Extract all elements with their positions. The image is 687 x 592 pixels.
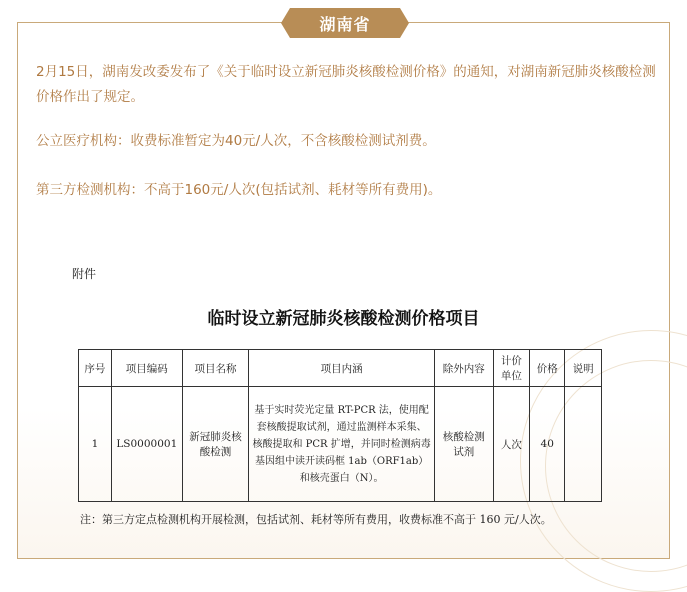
header-code: 项目编码	[111, 350, 182, 387]
third-party-paragraph: 第三方检测机构：不高于160元/人次(包括试剂、耗材等所有费用)。	[36, 182, 442, 198]
header-index: 序号	[79, 350, 112, 387]
header-excluded: 除外内容	[434, 350, 493, 387]
header-name: 项目名称	[182, 350, 248, 387]
table-header-row	[79, 350, 602, 387]
header-content: 项目内涵	[249, 350, 435, 387]
public-medical-paragraph: 公立医疗机构：收费标准暂定为40元/人次，不含核酸检测试剂费。	[36, 133, 436, 149]
cell-remark	[565, 387, 602, 502]
cell-content: 基于实时荧光定量 RT-PCR 法，使用配套核酸提取试剂，通过监测样本采集、核酸提取和 PCR 扩增，并同时检测病毒基因组中读开读码框 1ab（ORF1ab）和核壳蛋白（N）。	[249, 387, 435, 502]
price-table	[78, 349, 602, 502]
header-remark: 说明	[565, 350, 602, 387]
cell-index: 1	[79, 387, 112, 502]
cell-code: LS0000001	[111, 387, 182, 502]
header-unit: 计价单位	[493, 350, 530, 387]
cell-name: 新冠肺炎核酸检测	[182, 387, 248, 502]
cell-price: 40	[530, 387, 565, 502]
cell-excluded: 核酸检测试剂	[434, 387, 493, 502]
attachment-title: 临时设立新冠肺炎核酸检测价格项目	[207, 309, 480, 329]
intro-paragraph: 2月15日，湖南发改委发布了《关于临时设立新冠肺炎核酸检测价格》的通知，对湖南新冠肺炎核酸检测价格作出了规定。	[36, 64, 656, 105]
cell-unit: 人次	[493, 387, 530, 502]
table-note: 注：第三方定点检测机构开展检测，包括试剂、耗材等所有费用，收费标准不高于 160 元/人次。	[80, 513, 552, 526]
table-row	[79, 387, 602, 502]
attachment-label: 附件	[72, 267, 97, 281]
region-badge: 湖南省	[290, 8, 400, 38]
header-price: 价格	[530, 350, 565, 387]
